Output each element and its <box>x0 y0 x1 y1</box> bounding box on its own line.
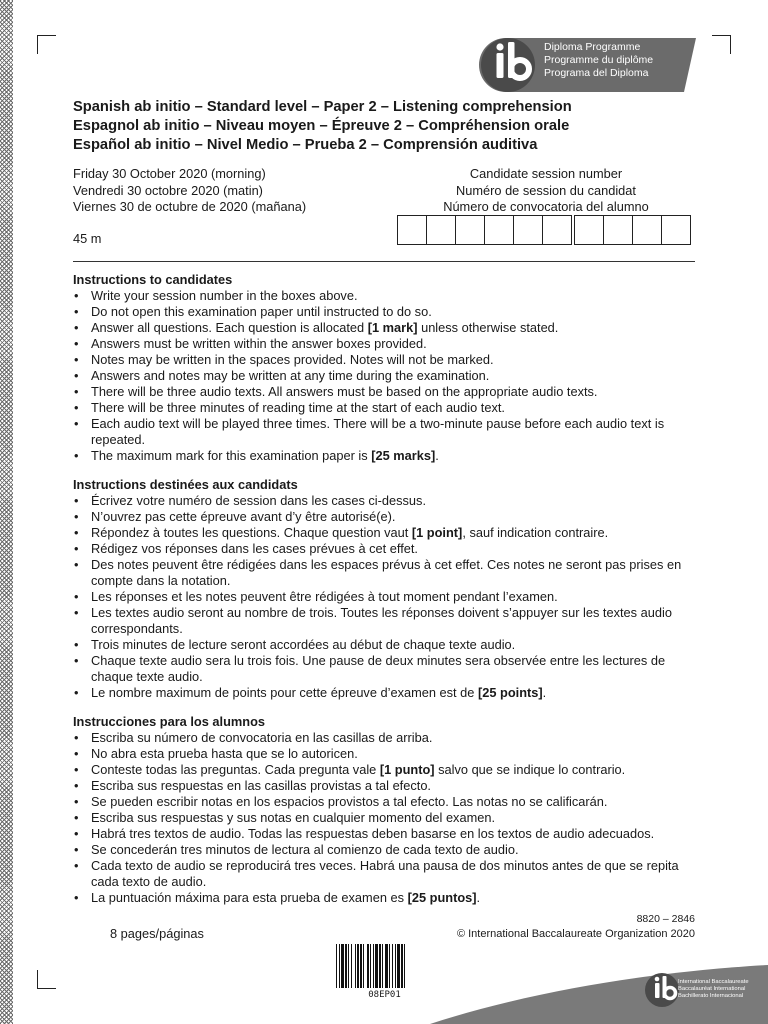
instruction-item <box>73 320 698 336</box>
instruction-text: Cada texto de audio se reproducirá tres veces. Habrá una pausa de dos minutos antes de que se repita cada texto de audio. <box>91 858 679 889</box>
session-digit-box[interactable] <box>455 215 485 245</box>
instruction-text: Les textes audio seront au nombre de trois. Toutes les réponses doivent s’appuyer sur les textes audio correspondants. <box>91 605 672 636</box>
barcode-bar <box>363 944 364 988</box>
instruction-text: Answer all questions. Each question is allocated <box>91 320 368 335</box>
session-number-boxes <box>397 215 691 245</box>
marks-emphasis: [1 point] <box>411 525 463 540</box>
exam-duration: 45 m <box>73 231 102 246</box>
instruction-text: , sauf indication contraire. <box>462 525 609 540</box>
instruction-item <box>73 605 698 637</box>
barcode-bar <box>379 944 381 988</box>
barcode-bar <box>336 944 337 988</box>
instruction-item <box>73 685 698 701</box>
ib-footer-badge <box>430 965 768 1024</box>
barcode-bar <box>385 944 388 988</box>
instruction-text: Answers must be written within the answer boxes provided. <box>91 336 427 351</box>
instruction-item <box>73 541 698 557</box>
instruction-text: . <box>542 685 547 700</box>
instruction-item <box>73 400 698 416</box>
instruction-item <box>73 842 698 858</box>
instruction-item <box>73 557 698 589</box>
marks-emphasis: [1 mark] <box>367 320 418 335</box>
barcode-bar <box>373 944 374 988</box>
instruction-text: Les réponses et les notes peuvent être rédigées à tout moment pendant l’examen. <box>91 589 558 604</box>
instruction-item <box>73 826 698 842</box>
instruction-text: Escriba su número de convocatoria en las casillas de arriba. <box>91 730 433 745</box>
barcode-bar <box>395 944 396 988</box>
instruction-item <box>73 730 698 746</box>
date-english: Friday 30 October 2020 (morning) <box>73 166 266 181</box>
instruction-text: Chaque texte audio sera lu trois fois. Une pause de deux minutes sera observée entre les lectures de chaque texte audio. <box>91 653 666 684</box>
instruction-text: Écrivez votre numéro de session dans les cases ci-dessus. <box>91 493 426 508</box>
session-label-spanish: Número de convocatoria del alumno <box>443 199 649 214</box>
instruction-item <box>73 525 698 541</box>
instruction-item <box>73 890 698 906</box>
instruction-text: Escriba sus respuestas y sus notas en cualquier momento del examen. <box>91 810 496 825</box>
badge-line-3: Programa del Diploma <box>544 67 649 79</box>
instruction-item <box>73 810 698 826</box>
marks-emphasis: [1 punto] <box>379 762 435 777</box>
instruction-text: Notes may be written in the spaces provided. Notes will not be marked. <box>91 352 494 367</box>
instruction-text: Rédigez vos réponses dans les cases prévues à cet effet. <box>91 541 418 556</box>
instruction-item <box>73 493 698 509</box>
date-french: Vendredi 30 octobre 2020 (matin) <box>73 182 263 198</box>
instruction-item <box>73 589 698 605</box>
barcode-bar <box>401 944 403 988</box>
instruction-item <box>73 336 698 352</box>
instructions-heading-english: Instructions to candidates <box>73 272 233 287</box>
instructions-list-english <box>73 288 698 464</box>
marks-emphasis: [25 points] <box>477 685 543 700</box>
session-digit-box[interactable] <box>484 215 514 245</box>
instruction-text: N’ouvrez pas cette épreuve avant d’y être autorisé(e). <box>91 509 396 524</box>
badge-line-1: Diploma Programme <box>544 41 641 53</box>
marks-emphasis: [25 marks] <box>371 448 436 463</box>
session-digit-box[interactable] <box>513 215 543 245</box>
barcode-bar <box>339 944 340 988</box>
session-digit-box[interactable] <box>426 215 456 245</box>
instruction-item <box>73 448 698 464</box>
instruction-text: unless otherwise stated. <box>417 320 559 335</box>
barcode-bar <box>357 944 359 988</box>
instruction-text: Escriba sus respuestas en las casillas provistas a tal efecto. <box>91 778 431 793</box>
instruction-text: Do not open this examination paper until instructed to do so. <box>91 304 432 319</box>
session-digit-box[interactable] <box>574 215 604 245</box>
session-number-labels <box>397 166 695 216</box>
title-english: Spanish ab initio – Standard level – Paper 2 – Listening comprehension <box>73 99 572 115</box>
copyright-notice: © International Baccalaureate Organization 2020 <box>456 928 695 940</box>
session-digit-box[interactable] <box>603 215 633 245</box>
paper-code: 8820 – 2846 <box>636 913 695 925</box>
instruction-item <box>73 288 698 304</box>
session-digit-box[interactable] <box>632 215 662 245</box>
barcode <box>336 944 433 988</box>
instructions-spanish <box>73 714 698 906</box>
instruction-item <box>73 746 698 762</box>
instruction-text: Trois minutes de lecture seront accordées au début de chaque texte audio. <box>91 637 516 652</box>
barcode-bar <box>392 944 393 988</box>
instruction-text: Répondez à toutes les questions. Chaque question vaut <box>91 525 412 540</box>
title-spanish: Español ab initio – Nivel Medio – Prueba 2 – Comprensión auditiva <box>73 137 538 153</box>
paper-titles <box>73 98 713 155</box>
instruction-text: Answers and notes may be written at any time during the examination. <box>91 368 490 383</box>
instruction-item <box>73 637 698 653</box>
instruction-item <box>73 352 698 368</box>
instruction-item <box>73 384 698 400</box>
badge-line-2: Programme du diplôme <box>544 54 654 66</box>
instruction-item <box>73 416 698 448</box>
title-french: Espagnol ab initio – Niveau moyen – Épreuve 2 – Compréhension orale <box>73 118 570 134</box>
instruction-text: . <box>435 448 439 463</box>
header-divider <box>73 261 695 262</box>
instructions-heading-french: Instructions destinées aux candidats <box>73 477 298 492</box>
barcode-bar <box>375 944 378 988</box>
instruction-text: Write your session number in the boxes above. <box>91 288 358 303</box>
instruction-item <box>73 762 698 778</box>
instructions-heading-spanish: Instrucciones para los alumnos <box>73 714 266 729</box>
marks-emphasis: [25 puntos] <box>407 890 477 905</box>
barcode-bar <box>355 944 356 988</box>
instruction-text: salvo que se indique lo contrario. <box>434 762 626 777</box>
barcode-bar <box>382 944 383 988</box>
barcode-bar <box>360 944 362 988</box>
crop-mark-bottom-left <box>37 970 56 989</box>
instruction-item <box>73 304 698 320</box>
instruction-text: Des notes peuvent être rédigées dans les espaces prévus à cet effet. Ces notes ne seront pas prises en compte dans la notation. <box>91 557 682 588</box>
barcode-bar <box>341 944 344 988</box>
session-label-english: Candidate session number <box>469 166 623 181</box>
session-label-french: Numéro de session du candidat <box>456 182 636 198</box>
footer-badge-line-2: Baccalauréat International <box>678 986 746 992</box>
barcode-bar <box>404 944 405 988</box>
instructions-list-french <box>73 493 698 701</box>
instruction-text: . <box>476 890 481 905</box>
instruction-text: Each audio text will be played three times. There will be a two-minute pause before each audio text is repeated. <box>91 416 665 447</box>
page-count: 8 pages/páginas <box>110 926 204 941</box>
session-digit-box[interactable] <box>397 215 427 245</box>
instruction-text: The maximum mark for this examination paper is <box>91 448 372 463</box>
exam-dates <box>73 166 306 216</box>
barcode-bar <box>348 944 349 988</box>
footer-badge-line-3: Bachillerato Internacional <box>678 993 744 999</box>
footer-badge-line-1: International Baccalaureate <box>678 979 749 985</box>
instructions-list-spanish <box>73 730 698 906</box>
crop-mark-top-left <box>37 35 56 54</box>
barcode-text: 08EP01 <box>368 990 401 1000</box>
instruction-item <box>73 794 698 810</box>
session-digit-box[interactable] <box>661 215 691 245</box>
date-spanish: Viernes 30 de octubre de 2020 (mañana) <box>73 199 307 214</box>
barcode-bar <box>397 944 400 988</box>
barcode-bar <box>370 944 371 988</box>
barcode-bar <box>351 944 352 988</box>
barcode-bar <box>345 944 347 988</box>
left-edge-hatch <box>0 0 13 1024</box>
instruction-item <box>73 778 698 794</box>
instruction-item <box>73 509 698 525</box>
diploma-programme-badge <box>478 36 696 94</box>
instruction-item <box>73 858 698 890</box>
barcode-bar <box>389 944 390 988</box>
instruction-text: Se pueden escribir notas en los espacios provistos a tal efecto. Las notas no se calificarán. <box>91 794 608 809</box>
barcode-bar <box>367 944 369 988</box>
instructions-english <box>73 272 698 464</box>
instruction-text: La puntuación máxima para esta prueba de examen es <box>91 890 408 905</box>
instructions-french <box>73 477 698 701</box>
instruction-text: Le nombre maximum de points pour cette épreuve d’examen est de <box>91 685 478 700</box>
crop-mark-top-right <box>712 35 731 54</box>
instruction-text: Conteste todas las preguntas. Cada pregunta vale <box>91 762 380 777</box>
instruction-text: There will be three minutes of reading time at the start of each audio text. <box>91 400 505 415</box>
session-digit-box[interactable] <box>542 215 572 245</box>
instruction-text: No abra esta prueba hasta que se lo autoricen. <box>91 746 358 761</box>
instruction-item <box>73 653 698 685</box>
instruction-text: Se concederán tres minutos de lectura al comienzo de cada texto de audio. <box>91 842 519 857</box>
instruction-item <box>73 368 698 384</box>
instruction-text: Habrá tres textos de audio. Todas las respuestas deben basarse en los textos de audio adecuados. <box>91 826 655 841</box>
instruction-text: There will be three audio texts. All answers must be based on the appropriate audio texts. <box>91 384 598 399</box>
